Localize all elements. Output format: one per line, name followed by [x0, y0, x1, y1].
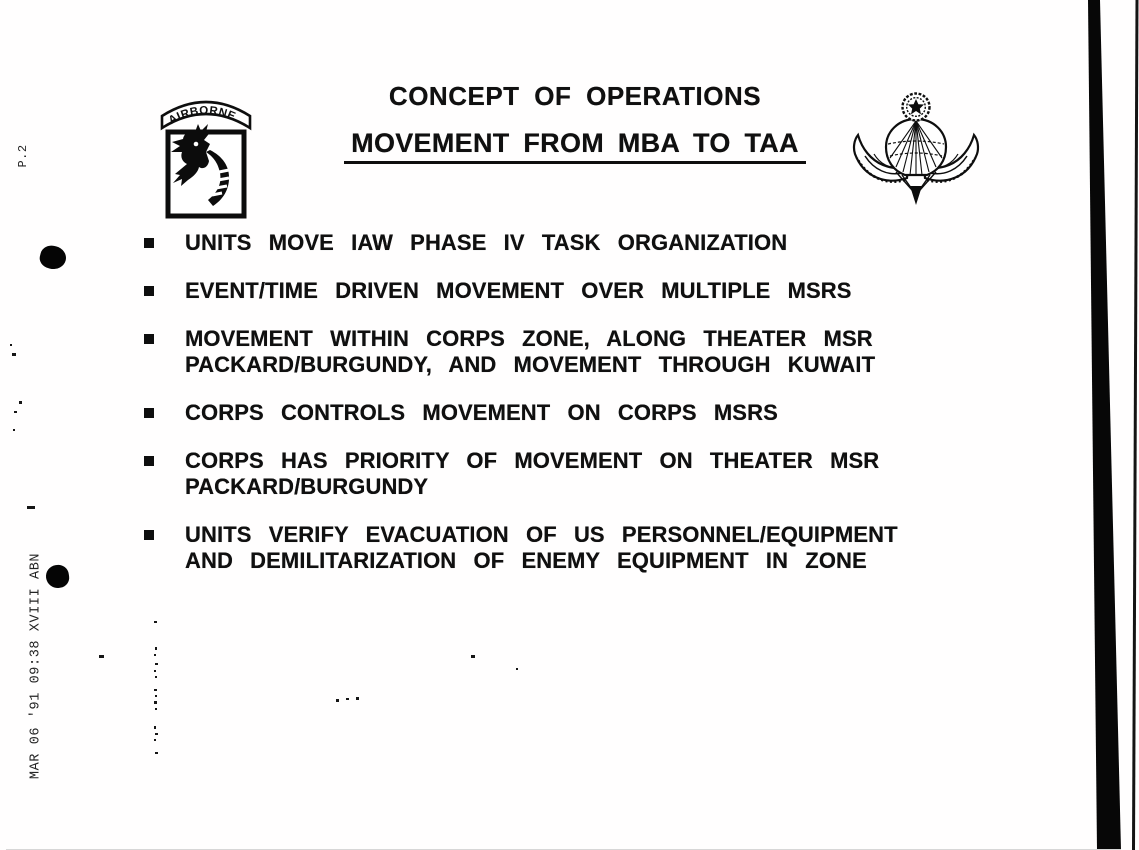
scan-speck: [154, 654, 156, 656]
star-wreath-icon: [903, 94, 930, 121]
scan-speck: [155, 647, 157, 650]
bullet-item: [144, 522, 1004, 574]
scan-speck: [516, 668, 518, 670]
bullet-text: MOVEMENT WITHIN CORPS ZONE, ALONG THEATER MSR: [185, 326, 873, 351]
bullet-square-marker: [144, 286, 154, 296]
bullet-text: AND DEMILITARIZATION OF ENEMY EQUIPMENT IN ZONE: [185, 548, 867, 573]
bullet-text: CORPS HAS PRIORITY OF MOVEMENT ON THEATER MSR: [185, 448, 880, 473]
scan-speck: [27, 506, 35, 509]
hole-punch-mark: [45, 564, 71, 590]
bullet-item: [144, 448, 1004, 500]
scan-speck: [10, 344, 12, 346]
airborne-tab-text: AIRBORNE: [166, 104, 238, 127]
scan-speck: [155, 733, 158, 735]
scan-speck: [346, 698, 349, 700]
bullet-item: [144, 230, 1004, 256]
bullet-square-marker: [144, 334, 154, 344]
fax-timestamp: MAR 06 '91 09:38 XVIII ABN: [28, 552, 44, 780]
scan-speck: [155, 695, 157, 697]
scan-speck: [154, 621, 157, 623]
bullet-text: UNITS VERIFY EVACUATION OF US PERSONNEL/EQUIPMENT: [185, 522, 898, 547]
scan-speck: [155, 708, 157, 710]
bullet-text: UNITS MOVE IAW PHASE IV TASK ORGANIZATION: [185, 230, 788, 255]
scan-speck: [19, 401, 22, 404]
bullet-square-marker: [144, 408, 154, 418]
bullet-list: [144, 230, 1004, 574]
bullet-square-marker: [144, 530, 154, 540]
bullet-text: PACKARD/BURGUNDY, AND MOVEMENT THROUGH KUWAIT: [185, 352, 876, 377]
bullet-item: [144, 400, 1004, 426]
scan-speck: [12, 353, 16, 356]
scan-speck: [155, 752, 158, 754]
parachute-canopy-icon: [886, 119, 946, 205]
bullet-text: CORPS CONTROLS MOVEMENT ON CORPS MSRS: [185, 400, 778, 425]
scan-speck: [154, 701, 157, 704]
bullet-item: [144, 278, 1004, 304]
slide-title: CONCEPT OF OPERATIONS: [388, 81, 762, 111]
bullet-text: EVENT/TIME DRIVEN MOVEMENT OVER MULTIPLE MSRS: [185, 278, 852, 303]
master-parachutist-badge-icon: [850, 88, 992, 210]
scan-bar-right: [1088, 0, 1121, 850]
scan-speck: [336, 699, 339, 702]
scan-speck: [154, 739, 156, 741]
scan-speck: [13, 429, 15, 431]
hole-punch-mark: [38, 243, 69, 272]
bullet-text: PACKARD/BURGUNDY: [185, 474, 429, 499]
scan-speck: [155, 663, 158, 665]
scan-speck: [154, 689, 157, 691]
scan-speck: [14, 411, 17, 413]
bullet-item: [144, 326, 1004, 378]
scan-speck: [356, 697, 359, 700]
scan-speck: [99, 655, 104, 658]
fax-page-marker: P.2: [16, 144, 30, 168]
bullet-square-marker: [144, 456, 154, 466]
scan-speck: [155, 676, 157, 678]
document-edge-line: [1132, 0, 1139, 850]
slide-subtitle: MOVEMENT FROM MBA TO TAA: [344, 129, 806, 163]
xviii-airborne-corps-dragon-patch-icon: [158, 94, 254, 226]
scan-speck: [154, 726, 156, 729]
scan-speck: [471, 655, 475, 658]
slide-header: [285, 82, 865, 164]
scan-speck: [154, 670, 156, 672]
bullet-square-marker: [144, 238, 154, 248]
